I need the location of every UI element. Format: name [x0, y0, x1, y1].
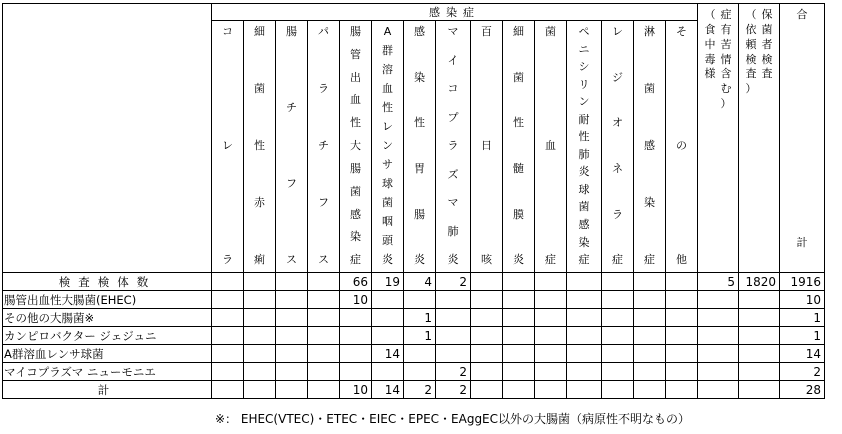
table-cell	[244, 381, 276, 399]
col-header-char: サ	[382, 158, 393, 171]
table-cell	[602, 345, 634, 363]
table-cell	[471, 309, 503, 327]
col-header-char: 性	[350, 116, 361, 130]
col-header-char: パ	[318, 25, 329, 38]
table-cell	[212, 291, 244, 309]
table-cell	[567, 273, 602, 291]
table-cell	[666, 327, 698, 345]
table-cell	[404, 291, 436, 309]
row-label: その他の大腸菌※	[3, 309, 212, 327]
col-header-char: 胃	[414, 161, 425, 175]
table-cell: 1	[780, 309, 825, 327]
col-header-disease	[602, 21, 634, 273]
col-header-char: 痢	[254, 253, 265, 267]
col-header-char: 百	[481, 25, 492, 38]
table-cell	[372, 363, 404, 381]
table-cell	[372, 327, 404, 345]
col-header-total-top: 合	[796, 8, 808, 21]
corner-cell	[3, 4, 212, 273]
col-header-char: 性	[578, 130, 590, 144]
table-cell	[634, 291, 666, 309]
table-cell	[602, 309, 634, 327]
table-row	[3, 291, 825, 309]
col-header-char: 腸	[286, 25, 297, 38]
col-header-char: フ	[286, 177, 297, 191]
col-header-char: ジ	[612, 70, 623, 84]
table-cell	[666, 381, 698, 399]
table-cell	[308, 309, 340, 327]
table-cell: 2	[404, 381, 436, 399]
col-header-char: レ	[382, 120, 393, 133]
col-header-char: ン	[382, 139, 393, 152]
col-header-char: 査	[761, 67, 773, 81]
col-header-char: 染	[414, 70, 425, 84]
table-cell	[739, 291, 780, 309]
col-header-char: レ	[222, 139, 233, 153]
row-label: マイコプラズマ ニューモニエ	[3, 363, 212, 381]
col-header-char: マ	[447, 25, 459, 38]
col-header-char: ）	[720, 97, 732, 111]
table-cell	[340, 309, 372, 327]
col-header-char: 検	[745, 52, 757, 66]
table-cell	[698, 345, 739, 363]
col-header-char: の	[676, 139, 687, 153]
col-header-char: 性	[414, 116, 425, 130]
table-cell	[535, 381, 567, 399]
col-header-char: 保	[761, 8, 773, 21]
table-cell	[698, 381, 739, 399]
col-header-char: フ	[318, 196, 329, 210]
table-cell	[503, 381, 535, 399]
col-header-char: ニ	[578, 42, 590, 56]
table-cell	[436, 327, 471, 345]
col-header-disease	[634, 21, 666, 273]
table-cell	[244, 291, 276, 309]
table-cell	[567, 345, 602, 363]
col-header-char: 耐	[578, 112, 590, 126]
table-cell: 2	[436, 381, 471, 399]
table-cell	[276, 291, 308, 309]
col-header-total	[780, 4, 825, 273]
col-header-char: 有	[720, 22, 732, 36]
col-header-char: 検	[761, 52, 773, 66]
table-cell	[503, 309, 535, 327]
table-cell	[212, 363, 244, 381]
col-header-char: 染	[578, 235, 590, 249]
col-header-char: 染	[350, 230, 361, 244]
col-header-char: 性	[254, 139, 265, 153]
table-cell: 10	[340, 381, 372, 399]
table-cell	[212, 273, 244, 291]
col-header-char: 日	[481, 139, 492, 153]
col-header-char: 症	[545, 253, 556, 267]
col-header-char: A	[383, 25, 392, 38]
col-header-char: 感	[644, 139, 655, 153]
col-header-char: プ	[447, 110, 459, 124]
table-cell: 14	[372, 345, 404, 363]
table-cell	[404, 363, 436, 381]
col-header-char: 淋	[644, 25, 655, 38]
table-cell	[634, 273, 666, 291]
col-header-char: 症	[612, 253, 623, 267]
col-header-char: 咳	[481, 253, 492, 267]
col-header-char: ス	[286, 253, 297, 267]
table-cell	[276, 345, 308, 363]
col-header-disease	[276, 21, 308, 273]
col-header-char: コ	[222, 25, 233, 38]
table-cell	[666, 273, 698, 291]
table-cell	[666, 363, 698, 381]
table-cell	[698, 327, 739, 345]
table-cell	[739, 345, 780, 363]
table-cell: 14	[372, 381, 404, 399]
table-cell	[340, 327, 372, 345]
col-header-char: オ	[612, 116, 623, 130]
footnote: ※： EHEC(VTEC)・ETEC・EIEC・EPEC・EAggEC以外の大腸菌（病原性不明なもの）	[215, 412, 691, 426]
table-cell	[503, 363, 535, 381]
table-cell	[404, 345, 436, 363]
col-header-char: 血	[382, 82, 393, 95]
col-header-char: 菌	[254, 82, 265, 96]
col-header-char: 球	[382, 177, 393, 190]
table-cell	[567, 309, 602, 327]
table-row	[3, 345, 825, 363]
table-cell	[276, 273, 308, 291]
table-cell	[634, 345, 666, 363]
col-header-disease	[404, 21, 436, 273]
table-cell	[503, 273, 535, 291]
col-header-char: ラ	[447, 139, 459, 153]
col-header-char: ズ	[447, 167, 459, 181]
col-header-disease	[503, 21, 535, 273]
col-header-char: ラ	[222, 253, 233, 267]
table-cell: 5	[698, 273, 739, 291]
table-cell	[535, 309, 567, 327]
table-cell	[471, 327, 503, 345]
table-cell	[567, 381, 602, 399]
col-header-char: 感	[578, 218, 590, 232]
table-cell	[436, 309, 471, 327]
col-header-char: 菌	[513, 70, 524, 84]
col-header-char: 菌	[761, 22, 773, 36]
table-cell	[535, 291, 567, 309]
table-cell: 2	[780, 363, 825, 381]
col-header-char: （	[745, 8, 757, 21]
table-cell	[634, 363, 666, 381]
col-header-char: マ	[447, 196, 459, 210]
col-header-char: 性	[382, 101, 393, 114]
col-header-char: 群	[382, 44, 393, 57]
table-cell	[276, 363, 308, 381]
table-cell	[567, 363, 602, 381]
col-header-char: 他	[676, 253, 687, 267]
table-cell	[535, 327, 567, 345]
col-header-char: 毒	[704, 52, 716, 66]
col-header-char: 菌	[578, 200, 590, 214]
table-cell	[244, 327, 276, 345]
table-cell	[634, 327, 666, 345]
table-cell	[739, 327, 780, 345]
col-header-char: ン	[578, 95, 590, 109]
table-cell	[436, 291, 471, 309]
table-cell	[602, 273, 634, 291]
table-cell	[276, 327, 308, 345]
table-cell	[698, 309, 739, 327]
row-label: 計	[3, 381, 212, 399]
table-cell	[212, 345, 244, 363]
table-cell	[340, 345, 372, 363]
col-header-disease	[244, 21, 276, 273]
col-header-char: ラ	[318, 82, 329, 96]
row-label: 検査検体数	[3, 273, 212, 291]
table-cell	[535, 345, 567, 363]
table-cell	[244, 345, 276, 363]
col-header-disease	[372, 21, 404, 273]
table-cell	[602, 381, 634, 399]
col-header-char: 球	[578, 182, 590, 196]
col-header-char: 炎	[578, 165, 590, 179]
table-row	[3, 273, 825, 291]
table-cell	[739, 381, 780, 399]
table-cell	[340, 363, 372, 381]
col-header-char: （	[704, 8, 716, 21]
table-cell	[602, 363, 634, 381]
col-header-char: イ	[447, 53, 459, 67]
table-cell	[666, 309, 698, 327]
table-cell	[739, 363, 780, 381]
col-header-char: 出	[350, 70, 361, 84]
col-header-char: 菌	[644, 82, 655, 96]
table-cell	[666, 291, 698, 309]
col-header-char: 炎	[414, 253, 425, 267]
table-cell	[372, 291, 404, 309]
col-header-char: そ	[676, 25, 687, 38]
col-header-char: リ	[578, 77, 590, 91]
col-header-char: 症	[578, 253, 590, 267]
col-header-total-bottom: 計	[796, 236, 808, 250]
table-cell	[244, 273, 276, 291]
table-cell	[244, 363, 276, 381]
table-cell: 1	[780, 327, 825, 345]
col-header-char: 性	[513, 116, 524, 130]
table-cell	[276, 309, 308, 327]
col-header-disease	[567, 21, 602, 273]
table-cell: 2	[436, 363, 471, 381]
col-header-char: 様	[704, 67, 716, 81]
table-cell	[535, 273, 567, 291]
col-header-disease	[666, 21, 698, 273]
col-header-char: 染	[644, 196, 655, 210]
results-table	[2, 3, 825, 399]
table-cell	[212, 381, 244, 399]
col-header-char: 膜	[513, 207, 524, 221]
col-header-char: ネ	[612, 161, 623, 175]
table-cell	[308, 345, 340, 363]
col-header-char: 細	[513, 25, 524, 38]
table-row	[3, 327, 825, 345]
table-cell: 28	[780, 381, 825, 399]
col-header-char: 菌	[545, 25, 556, 38]
row-label: A群溶血レンサ球菌	[3, 345, 212, 363]
col-header-char: 腸	[350, 161, 361, 175]
col-header-char: 肺	[578, 147, 590, 161]
table-cell: 1	[404, 309, 436, 327]
table-cell: 10	[340, 291, 372, 309]
table-cell	[471, 345, 503, 363]
table-cell	[308, 273, 340, 291]
table-cell	[567, 327, 602, 345]
table-cell	[567, 291, 602, 309]
col-header-char: ス	[318, 253, 329, 267]
table-cell	[503, 345, 535, 363]
col-header-carrier-test	[739, 4, 780, 273]
col-header-char: 者	[761, 37, 773, 51]
col-header-char: 肺	[447, 224, 459, 238]
col-header-char: 症	[720, 8, 732, 21]
table-cell	[698, 291, 739, 309]
col-header-char: 赤	[254, 196, 265, 210]
col-header-char: 管	[350, 47, 361, 61]
table-cell	[739, 309, 780, 327]
col-header-char: チ	[286, 101, 297, 115]
col-header-char: 含	[720, 67, 732, 81]
table-cell: 1820	[739, 273, 780, 291]
row-label: 腸管出血性大腸菌(EHEC)	[3, 291, 212, 309]
col-header-char: 感	[350, 207, 361, 221]
col-header-char: 査	[745, 67, 757, 81]
col-header-char: レ	[612, 25, 623, 38]
table-cell	[634, 309, 666, 327]
col-header-food-poisoning	[698, 4, 739, 273]
table-cell: 2	[436, 273, 471, 291]
col-header-char: 中	[704, 37, 716, 51]
col-header-char: 細	[254, 25, 265, 38]
col-header-char: 炎	[513, 253, 524, 267]
col-header-char: コ	[447, 82, 459, 96]
col-header-char: 血	[350, 93, 361, 107]
col-header-char: 食	[704, 22, 716, 36]
table-row	[3, 381, 825, 399]
col-header-char: 咽	[382, 215, 393, 228]
col-header-disease	[535, 21, 567, 273]
col-header-char: チ	[318, 139, 329, 153]
table-cell: 14	[780, 345, 825, 363]
col-header-char: 髄	[513, 161, 524, 175]
col-header-disease	[340, 21, 372, 273]
col-header-disease	[308, 21, 340, 273]
table-cell	[308, 381, 340, 399]
table-cell	[308, 327, 340, 345]
col-header-char: む	[720, 82, 732, 96]
col-header-char: 溶	[382, 63, 393, 76]
col-header-char: 頭	[382, 234, 393, 247]
table-cell	[276, 381, 308, 399]
table-cell	[471, 291, 503, 309]
table-cell	[602, 291, 634, 309]
table-cell	[602, 327, 634, 345]
col-header-char: 大	[350, 139, 361, 153]
table-cell	[503, 327, 535, 345]
row-label: カンピロバクター ジェジュニ	[3, 327, 212, 345]
col-header-char: ラ	[612, 207, 623, 221]
table-cell	[212, 327, 244, 345]
table-cell	[308, 363, 340, 381]
col-header-char: 症	[350, 253, 361, 267]
table-cell	[535, 363, 567, 381]
col-header-disease	[212, 21, 244, 273]
table-cell	[372, 309, 404, 327]
col-header-char: 腸	[350, 25, 361, 38]
table-cell	[436, 345, 471, 363]
table-cell: 1916	[780, 273, 825, 291]
col-header-disease	[436, 21, 471, 273]
col-header-char: 依	[745, 22, 757, 36]
table-row	[3, 309, 825, 327]
col-header-char: 腸	[414, 207, 425, 221]
col-header-char: 炎	[382, 253, 393, 266]
table-cell	[503, 291, 535, 309]
col-header-char: 感	[414, 25, 425, 38]
group-header-infectious-disease: 感染症	[212, 4, 698, 21]
table-cell	[212, 309, 244, 327]
col-header-char: 頼	[745, 37, 757, 51]
table-cell	[471, 273, 503, 291]
table-cell	[308, 291, 340, 309]
table-cell	[666, 345, 698, 363]
col-header-char: 情	[720, 52, 732, 66]
table-cell	[634, 381, 666, 399]
table-cell: 66	[340, 273, 372, 291]
col-header-char: 菌	[350, 184, 361, 198]
table-cell	[471, 381, 503, 399]
table-cell: 1	[404, 327, 436, 345]
table-cell	[471, 363, 503, 381]
col-header-char: シ	[578, 60, 590, 74]
col-header-char: 苦	[720, 37, 732, 51]
col-header-disease	[471, 21, 503, 273]
col-header-char: 菌	[382, 196, 393, 209]
table-cell: 4	[404, 273, 436, 291]
col-header-char: 血	[545, 139, 556, 153]
col-header-char: 炎	[447, 253, 459, 267]
col-header-char: ）	[745, 82, 757, 96]
table-cell: 19	[372, 273, 404, 291]
table-cell	[698, 363, 739, 381]
table-cell	[244, 309, 276, 327]
table-row	[3, 363, 825, 381]
table-cell: 10	[780, 291, 825, 309]
col-header-char: ペ	[578, 25, 590, 38]
col-header-char: 症	[644, 253, 655, 267]
